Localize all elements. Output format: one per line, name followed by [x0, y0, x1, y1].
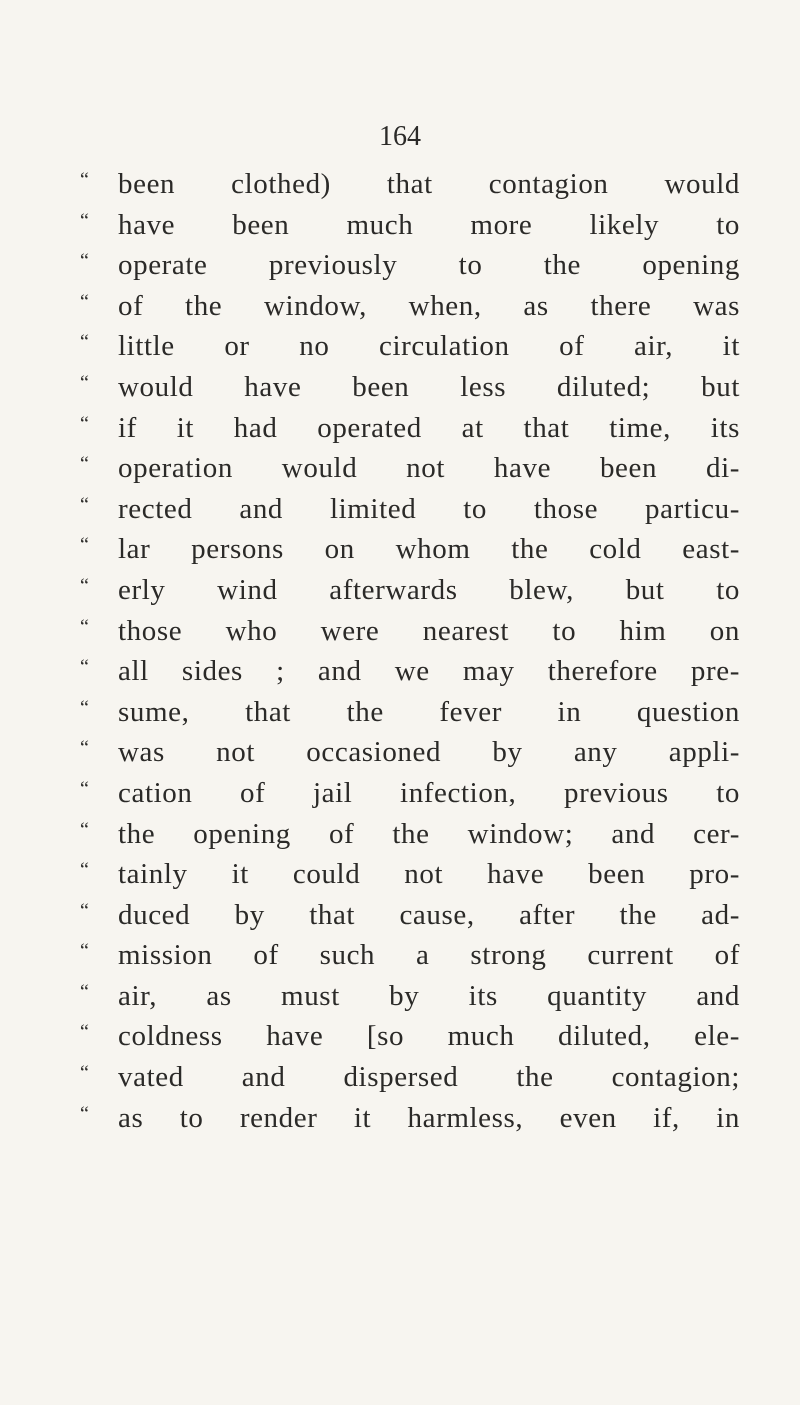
- opening-quote-mark: “: [80, 574, 89, 597]
- text-line: [80, 205, 740, 246]
- opening-quote-mark: “: [80, 250, 89, 273]
- text-line: [80, 529, 740, 570]
- text-line: [80, 448, 740, 489]
- opening-quote-mark: “: [80, 371, 89, 394]
- text-line: [80, 570, 740, 611]
- line-text: of the window, when, as there was: [118, 289, 740, 322]
- text-line: [80, 611, 740, 652]
- text-line: [80, 245, 740, 286]
- opening-quote-mark: “: [80, 899, 89, 922]
- line-text: the opening of the window; and cer-: [118, 817, 740, 850]
- opening-quote-mark: “: [80, 696, 89, 719]
- opening-quote-mark: “: [80, 1021, 89, 1044]
- opening-quote-mark: “: [80, 737, 89, 760]
- opening-quote-mark: “: [80, 1062, 89, 1085]
- opening-quote-mark: “: [80, 493, 89, 516]
- text-line: [80, 408, 740, 449]
- opening-quote-mark: “: [80, 980, 89, 1003]
- text-line: [80, 814, 740, 855]
- opening-quote-mark: “: [80, 656, 89, 679]
- line-text: duced by that cause, after the ad-: [118, 898, 740, 931]
- text-line: [80, 367, 740, 408]
- text-line: [80, 1098, 740, 1139]
- text-line: [80, 326, 740, 367]
- line-text: air, as must by its quantity and: [118, 979, 740, 1012]
- line-text: cation of jail infection, previous to: [118, 776, 740, 809]
- page-number: 164: [379, 121, 421, 152]
- text-line: [80, 651, 740, 692]
- line-text: as to render it harmless, even if, in: [118, 1101, 740, 1134]
- text-line: [80, 773, 740, 814]
- opening-quote-mark: “: [80, 940, 89, 963]
- opening-quote-mark: “: [80, 1102, 89, 1125]
- line-text: those who were nearest to him on: [118, 614, 740, 647]
- line-text: was not occasioned by any appli-: [118, 736, 740, 769]
- line-text: erly wind afterwards blew, but to: [118, 573, 740, 606]
- text-line: [80, 976, 740, 1017]
- line-text: coldness have [so much diluted, ele-: [118, 1020, 740, 1053]
- opening-quote-mark: “: [80, 818, 89, 841]
- opening-quote-mark: “: [80, 290, 89, 313]
- opening-quote-mark: “: [80, 169, 89, 191]
- line-text: mission of such a strong current of: [118, 939, 740, 972]
- quoted-paragraph: [80, 164, 740, 1138]
- text-line: [80, 286, 740, 327]
- opening-quote-mark: “: [80, 534, 89, 557]
- text-line: [80, 854, 740, 895]
- line-text: been clothed) that contagion would: [118, 168, 740, 200]
- line-text: have been much more likely to: [118, 208, 740, 241]
- text-line: [80, 935, 740, 976]
- text-line: [80, 164, 740, 205]
- line-text: would have been less diluted; but: [118, 370, 740, 403]
- line-text: rected and limited to those particu-: [118, 492, 740, 525]
- opening-quote-mark: “: [80, 331, 89, 354]
- line-text: if it had operated at that time, its: [118, 411, 740, 444]
- line-text: little or no circulation of air, it: [118, 330, 740, 363]
- opening-quote-mark: “: [80, 209, 89, 232]
- text-line: [80, 732, 740, 773]
- text-line: [80, 1057, 740, 1098]
- opening-quote-mark: “: [80, 615, 89, 638]
- text-line: [80, 489, 740, 530]
- opening-quote-mark: “: [80, 859, 89, 882]
- text-line: [80, 895, 740, 936]
- opening-quote-mark: “: [80, 453, 89, 476]
- line-text: all sides ; and we may therefore pre-: [118, 655, 740, 688]
- opening-quote-mark: “: [80, 777, 89, 800]
- line-text: sume, that the fever in question: [118, 695, 740, 728]
- line-text: operation would not have been di-: [118, 452, 740, 485]
- line-text: vated and dispersed the contagion;: [118, 1061, 740, 1094]
- text-line: [80, 692, 740, 733]
- line-text: tainly it could not have been pro-: [118, 858, 740, 891]
- text-line: [80, 1016, 740, 1057]
- line-text: lar persons on whom the cold east-: [118, 533, 740, 566]
- opening-quote-mark: “: [80, 412, 89, 435]
- line-text: operate previously to the opening: [118, 249, 740, 282]
